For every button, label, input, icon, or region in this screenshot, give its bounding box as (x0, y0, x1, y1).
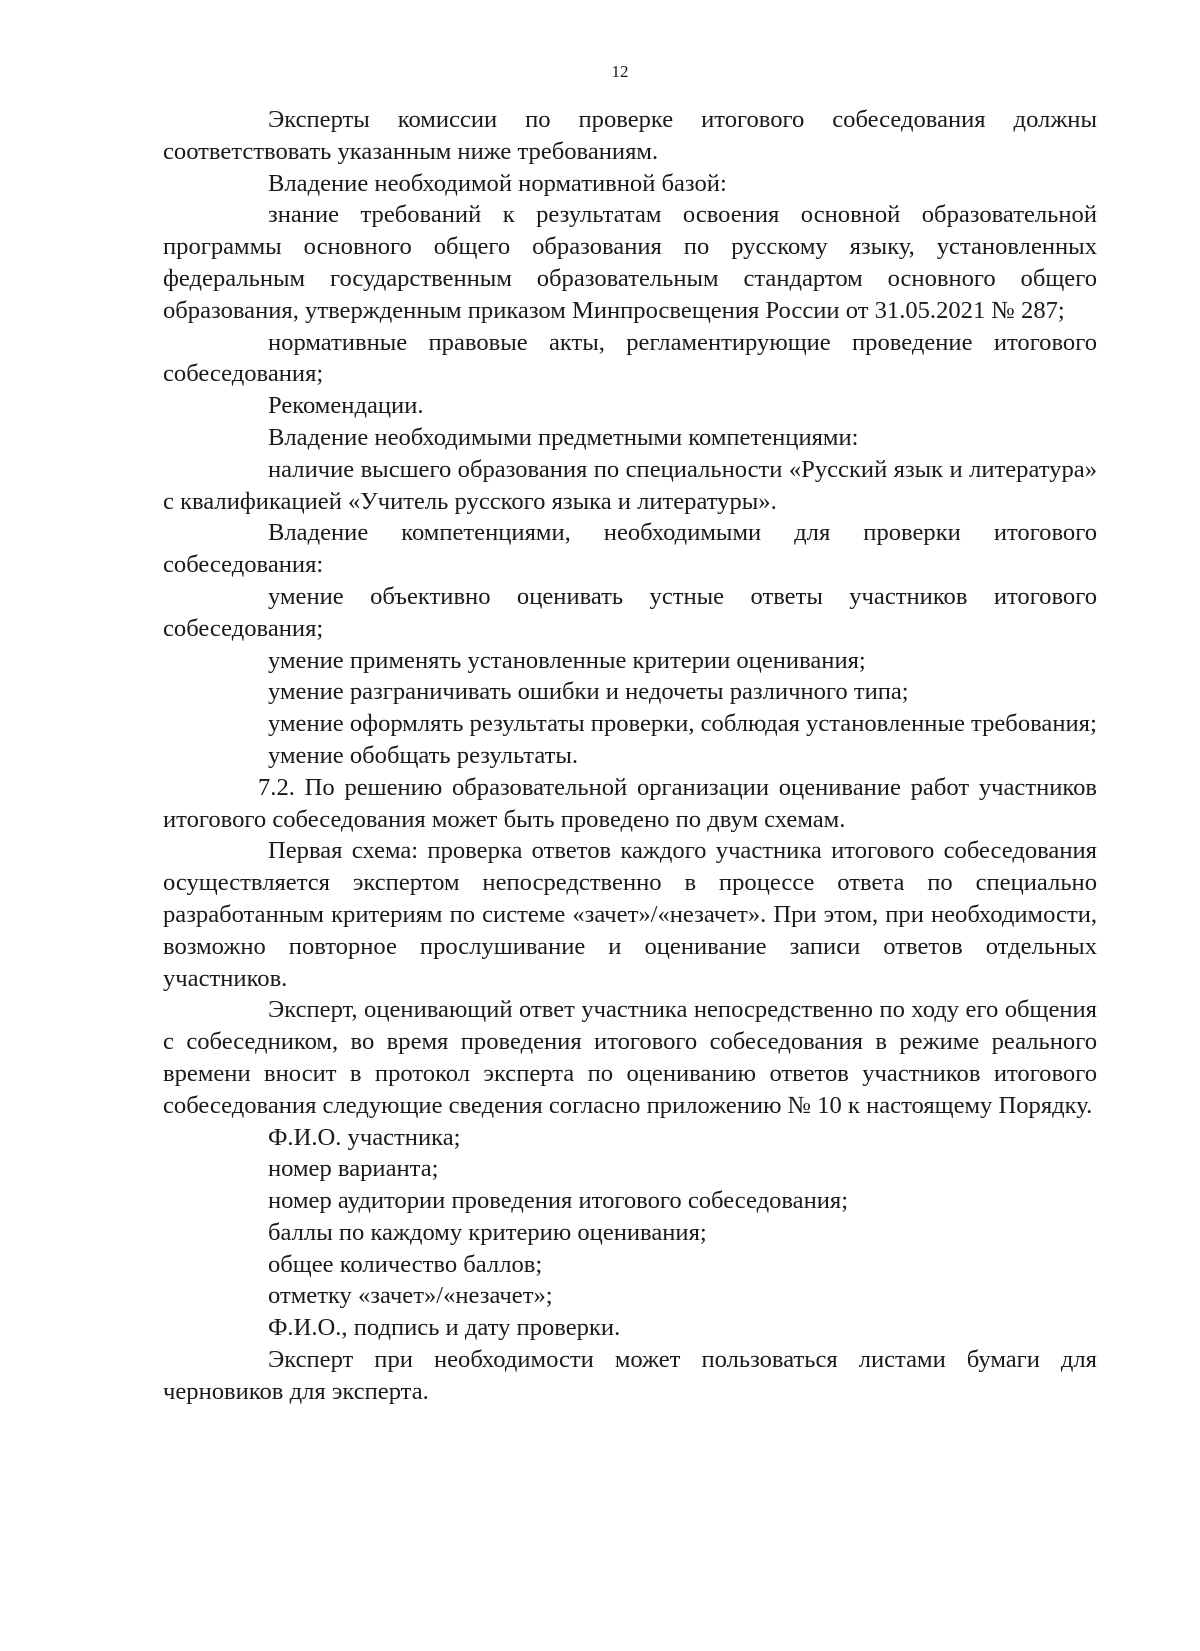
paragraph: отметку «зачет»/«незачет»; (268, 1282, 553, 1310)
paragraph: Владение необходимой нормативной базой: (268, 169, 727, 197)
paragraph: Эксперт, оценивающий ответ участника непосредственно по ходу его общения с собеседником, во время проведения итогового собеседования в режиме реального времени вносит в протокол эксперта по оцениванию ответов участников итогового собеседования следующие сведения согласно приложению № 10 к настоящему Порядку. (163, 996, 1097, 1119)
paragraph: умение оформлять результаты проверки, соблюдая установленные требования; (268, 710, 1097, 738)
paragraph: умение применять установленные критерии оценивания; (268, 646, 866, 674)
paragraph: Ф.И.О., подпись и дату проверки. (268, 1314, 621, 1342)
section-paragraph-7-2: 7.2. По решению образовательной организации оценивание работ участников итогового собеседования может быть проведено по двум схемам. (163, 773, 1097, 833)
paragraph: общее количество баллов; (268, 1250, 543, 1278)
paragraph: Первая схема: проверка ответов каждого участника итогового собеседования осуществляется экспертом непосредственно в процессе ответа по специально разработанным критериям по системе «зачет»/«незачет». При этом, при необходимости, возможно повторное прослушивание и оценивание записи ответов отдельных участников. (163, 837, 1097, 992)
paragraph: баллы по каждому критерию оценивания; (268, 1218, 707, 1246)
paragraph: Эксперты комиссии по проверке итогового собеседования должны соответствовать указанным ниже требованиям. (163, 106, 1097, 165)
paragraph: умение обобщать результаты. (268, 741, 579, 769)
document-body (163, 104, 1097, 1408)
paragraph: умение объективно оценивать устные ответы участников итогового собеседования; (163, 582, 1097, 642)
paragraph: знание требований к результатам освоения основной образовательной программы основного общего образования по русскому языку, установленных федеральным государственным образовательным стандартом основного общего образования, утвержденным приказом Минпросвещения России от 31.05.2021 № 287; (163, 201, 1097, 324)
page-number: 12 (611, 62, 629, 81)
paragraph: Эксперт при необходимости может пользоваться листами бумаги для черновиков для эксперта. (163, 1346, 1097, 1405)
paragraph: наличие высшего образования по специальности «Русский язык и литература» с квалификацией «Учитель русского языка и литературы». (163, 455, 1097, 515)
paragraph: номер варианта; (268, 1155, 439, 1183)
paragraph: Владение необходимыми предметными компетенциями: (268, 423, 859, 451)
paragraph: Ф.И.О. участника; (268, 1123, 461, 1151)
paragraph: Рекомендации. (268, 392, 424, 420)
paragraph: Владение компетенциями, необходимыми для проверки итогового собеседования: (163, 519, 1097, 579)
paragraph: номер аудитории проведения итогового собеседования; (268, 1187, 849, 1215)
paragraph: нормативные правовые акты, регламентирующие проведение итогового собеседования; (163, 328, 1097, 388)
paragraph: умение разграничивать ошибки и недочеты различного типа; (268, 678, 909, 706)
